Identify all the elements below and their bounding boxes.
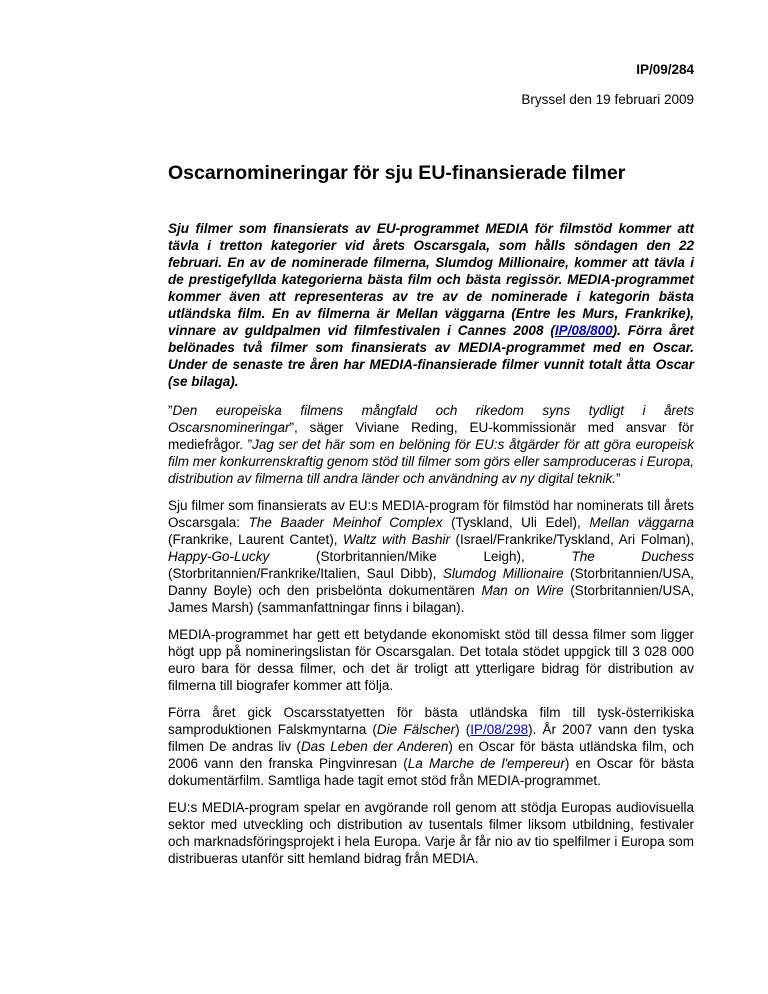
history-paragraph: Förra året gick Oscarsstatyetten för bästa utländska film till tysk-österrikiska samproduktionen Falskmyntarna (Die Fälscher) (IP/08/298). År 2007 vann den tyska filmen De andras liv (Das Leben der Anderen) en Oscar för bästa utländska film, och 2006 vann den franska Pingvinresan (La Marche de l'empereur) en Oscar för bästa dokumentärfilm. Samtliga hade tagit emot stöd från MEDIA-programmet. xyxy=(168,705,695,788)
nominated-films-paragraph: Sju filmer som finansierats av EU:s MEDIA-program för filmstöd har nominerats till årets Oscarsgala: The Baader Meinhof Complex (Tyskland, Uli Edel), Mellan väggarna (Frankrike, Laurent Cantet), Waltz with Bashir (Israel/Frankrike/Tyskland, Ari Folman), Happy-Go-Lucky (Storbritannien/Mike Leigh), The Duchess (Storbritannien/Frankrike/Italien, Saul Dibb), Slumdog Millionaire (Storbritannien/USA, Danny Boyle) och den prisbelönta dokumentären Man on Wire (Storbritannien/USA, James Marsh) (sammanfattningar finns i bilagan). xyxy=(168,498,694,615)
link-ip-08-298[interactable]: IP/08/298 xyxy=(470,722,529,737)
link-ip-08-800[interactable]: IP/08/800 xyxy=(554,323,613,338)
program-paragraph: EU:s MEDIA-program spelar en avgörande roll genom att stödja Europas audiovisuella sektor med utveckling och distribution av tusentals filmer liksom utbildning, festivaler och marknadsföringsprojekt i hela Europa. Varje år får nio av tio spelfilmer i Europa som distribueras utanför sitt hemland bidrag från MEDIA. xyxy=(168,800,694,866)
place-and-date: Bryssel den 19 februari 2009 xyxy=(521,92,694,107)
lead-paragraph: Sju filmer som finansierats av EU-programmet MEDIA för filmstöd kommer att tävla i tretton kategorier vid årets Oscarsgala, som hålls söndagen den 22 februari. En av de nominerade filmerna, Slumdog Millionaire, kommer att tävla i de prestigefyllda kategorierna bästa film och bästa regissör. MEDIA-programmet kommer även att representeras av tre av de nominerade i kategorin bästa utländska film. En av filmerna är Mellan väggarna (Entre les Murs, Frankrike), vinnare av guldpalmen vid filmfestivalen i Cannes 2008 (IP/08/800). Förra året belönades två filmer som finansierats av MEDIA-programmet med en Oscar. Under de senaste tre åren har MEDIA-finansierade filmer vunnit totalt åtta Oscar (se bilaga). xyxy=(168,221,694,389)
film-title: Slumdog Millionaire xyxy=(442,566,564,581)
support-paragraph: MEDIA-programmet har gett ett betydande ekonomiskt stöd till dessa filmer som ligger högt upp på nomineringslistan för Oscarsgalan. Det totala stödet uppgick till 3 028 000 euro bara för dessa filmer, och det är troligt att ytterligare bidrag för distribution av filmerna till biografer kommer att följa. xyxy=(168,627,694,693)
film-title: Man on Wire xyxy=(481,583,564,598)
quote-paragraph: ”Den europeiska filmens mångfald och rikedom syns tydligt i årets Oscarsnomineringar”, säger Viviane Reding, EU-kommissionär med ansvar för mediefrågor. ”Jag ser det här som en belöning för EU:s åtgärder för att göra europeisk film mer konkurrenskraftig genom stöd till filmer som görs eller samproduceras i Europa, distribution av filmerna till andra länder och användning av ny digital teknik.” xyxy=(168,403,695,486)
page-title: Oscarnomineringar för sju EU-finansierade filmer xyxy=(168,162,626,184)
film-title: The Duchess xyxy=(571,549,694,564)
film-title: The Baader Meinhof Complex xyxy=(248,515,443,530)
press-release-reference: IP/09/284 xyxy=(636,62,694,77)
film-title: Waltz with Bashir xyxy=(343,532,450,547)
article-body xyxy=(168,220,694,877)
film-title: Mellan väggarna xyxy=(589,515,694,530)
film-title: Happy-Go-Lucky xyxy=(168,549,270,564)
